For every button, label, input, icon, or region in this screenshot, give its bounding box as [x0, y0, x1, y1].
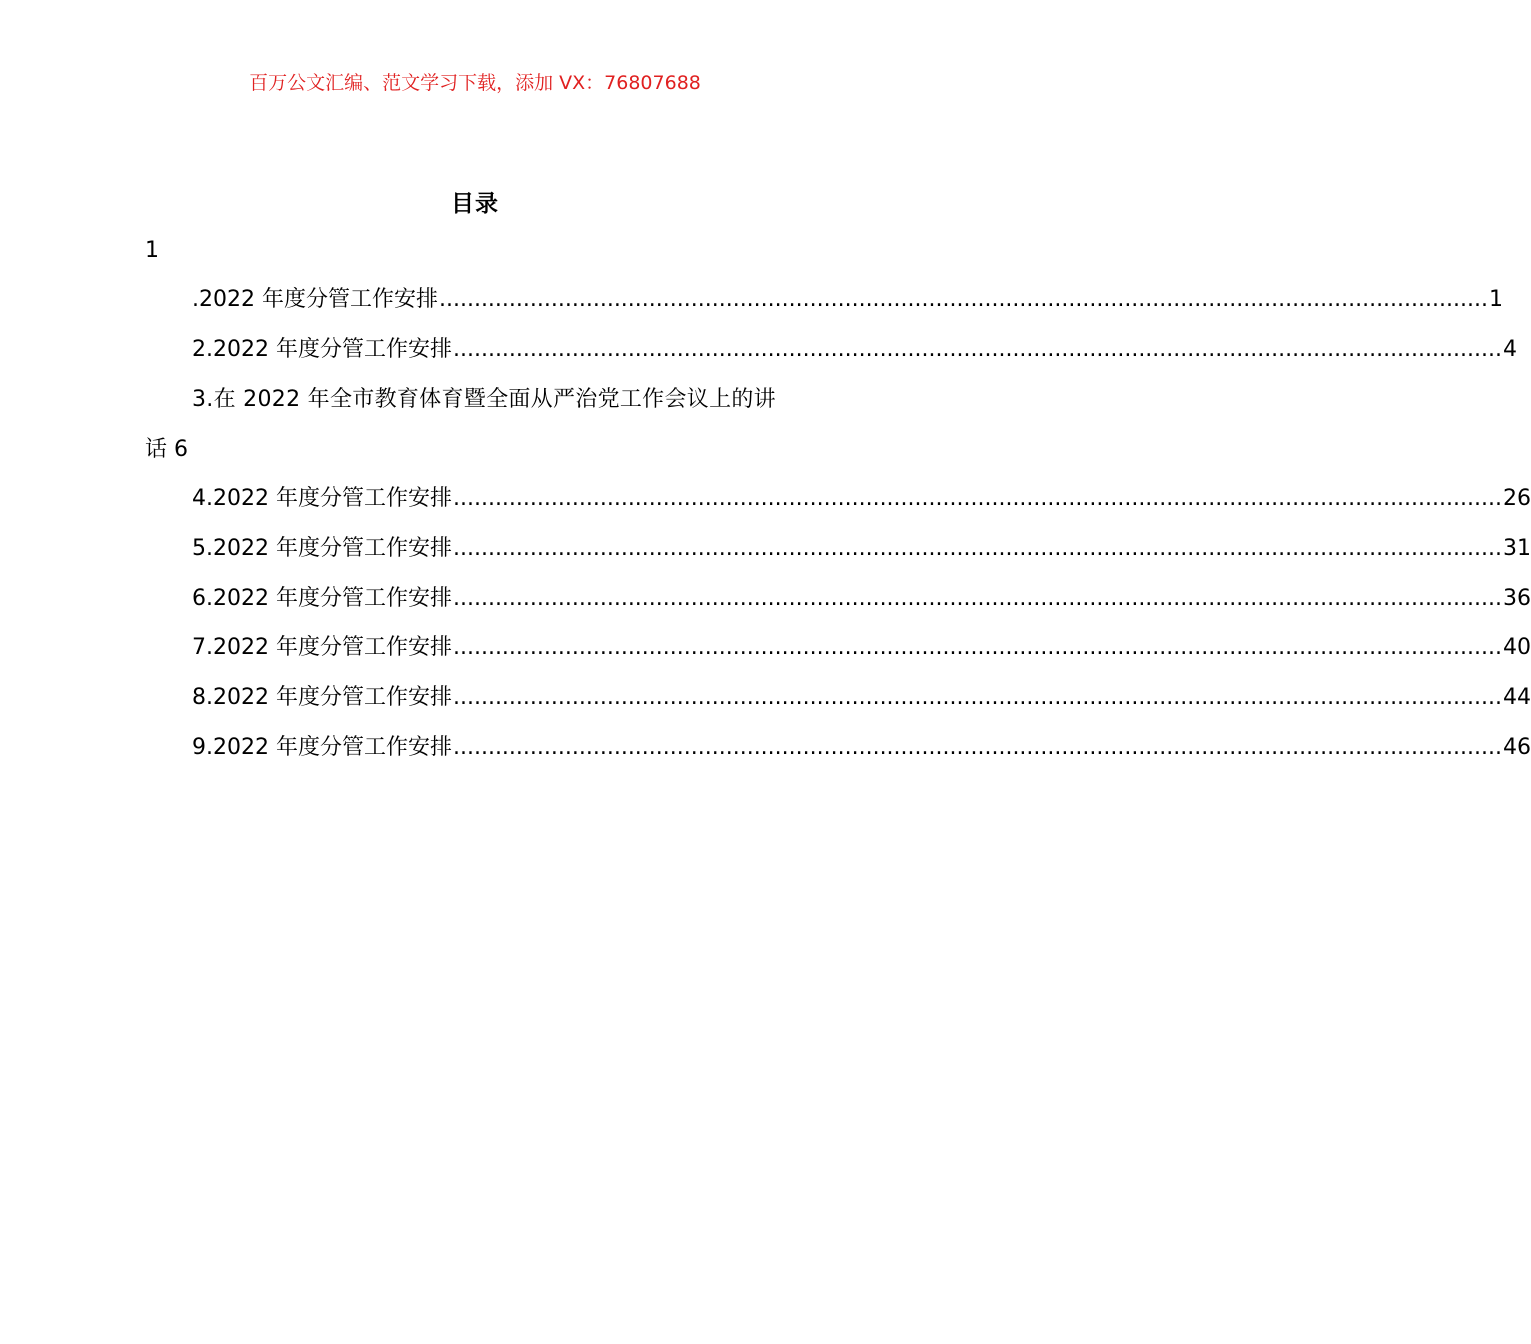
orphan-number: 1: [145, 238, 159, 263]
toc-entry-page: 4: [1502, 337, 1517, 362]
toc-entry-page: 44: [1502, 685, 1531, 710]
toc-leader-dots: ......................................................................................................................................................: [452, 685, 1502, 710]
toc-entry-wrapped-line-2[interactable]: 话 6: [145, 437, 188, 462]
toc-entry-label: 2.2022 年度分管工作安排: [192, 337, 452, 362]
toc-entry[interactable]: [192, 285, 1503, 315]
toc-leader-dots: ......................................................................................................................................................: [438, 287, 1488, 312]
toc-entry-page: 26: [1502, 486, 1531, 511]
toc-entry-label: 4.2022 年度分管工作安排: [192, 486, 452, 511]
toc-entry-label: 6.2022 年度分管工作安排: [192, 586, 452, 611]
toc-entry-label: 8.2022 年度分管工作安排: [192, 685, 452, 710]
toc-entry-label: 5.2022 年度分管工作安排: [192, 536, 452, 561]
toc-entry-page: 31: [1502, 536, 1531, 561]
toc-entry-label: .2022 年度分管工作安排: [192, 287, 438, 312]
toc-leader-dots: ......................................................................................................................................................: [452, 536, 1502, 561]
toc-leader-dots: ......................................................................................................................................................: [452, 337, 1502, 362]
toc-entry-label: 7.2022 年度分管工作安排: [192, 635, 452, 660]
toc-leader-dots: ......................................................................................................................................................: [452, 635, 1502, 660]
toc-entry-page: 36: [1502, 586, 1531, 611]
toc-entry-page: 46: [1502, 735, 1531, 760]
header-watermark-note: 百万公文汇编、范文学习下载，添加 VX：76807688: [249, 72, 701, 94]
toc-entry[interactable]: [192, 534, 1531, 564]
toc-entry[interactable]: [192, 335, 1517, 365]
toc-leader-dots: ......................................................................................................................................................: [452, 486, 1502, 511]
toc-entry[interactable]: [192, 484, 1531, 514]
toc-leader-dots: ......................................................................................................................................................: [452, 586, 1502, 611]
toc-entry-page: 40: [1502, 635, 1531, 660]
toc-entry[interactable]: [192, 683, 1531, 713]
toc-leader-dots: ......................................................................................................................................................: [452, 735, 1502, 760]
toc-entry[interactable]: [192, 633, 1531, 663]
toc-entry-wrapped-line-1[interactable]: 3.在 2022 年全市教育体育暨全面从严治党工作会议上的讲: [192, 387, 776, 412]
page-title: 目录: [451, 191, 499, 217]
toc-entry[interactable]: [192, 584, 1531, 614]
toc-entry[interactable]: [192, 733, 1531, 763]
toc-entry-label: 9.2022 年度分管工作安排: [192, 735, 452, 760]
toc-entry-page: 1: [1488, 287, 1503, 312]
